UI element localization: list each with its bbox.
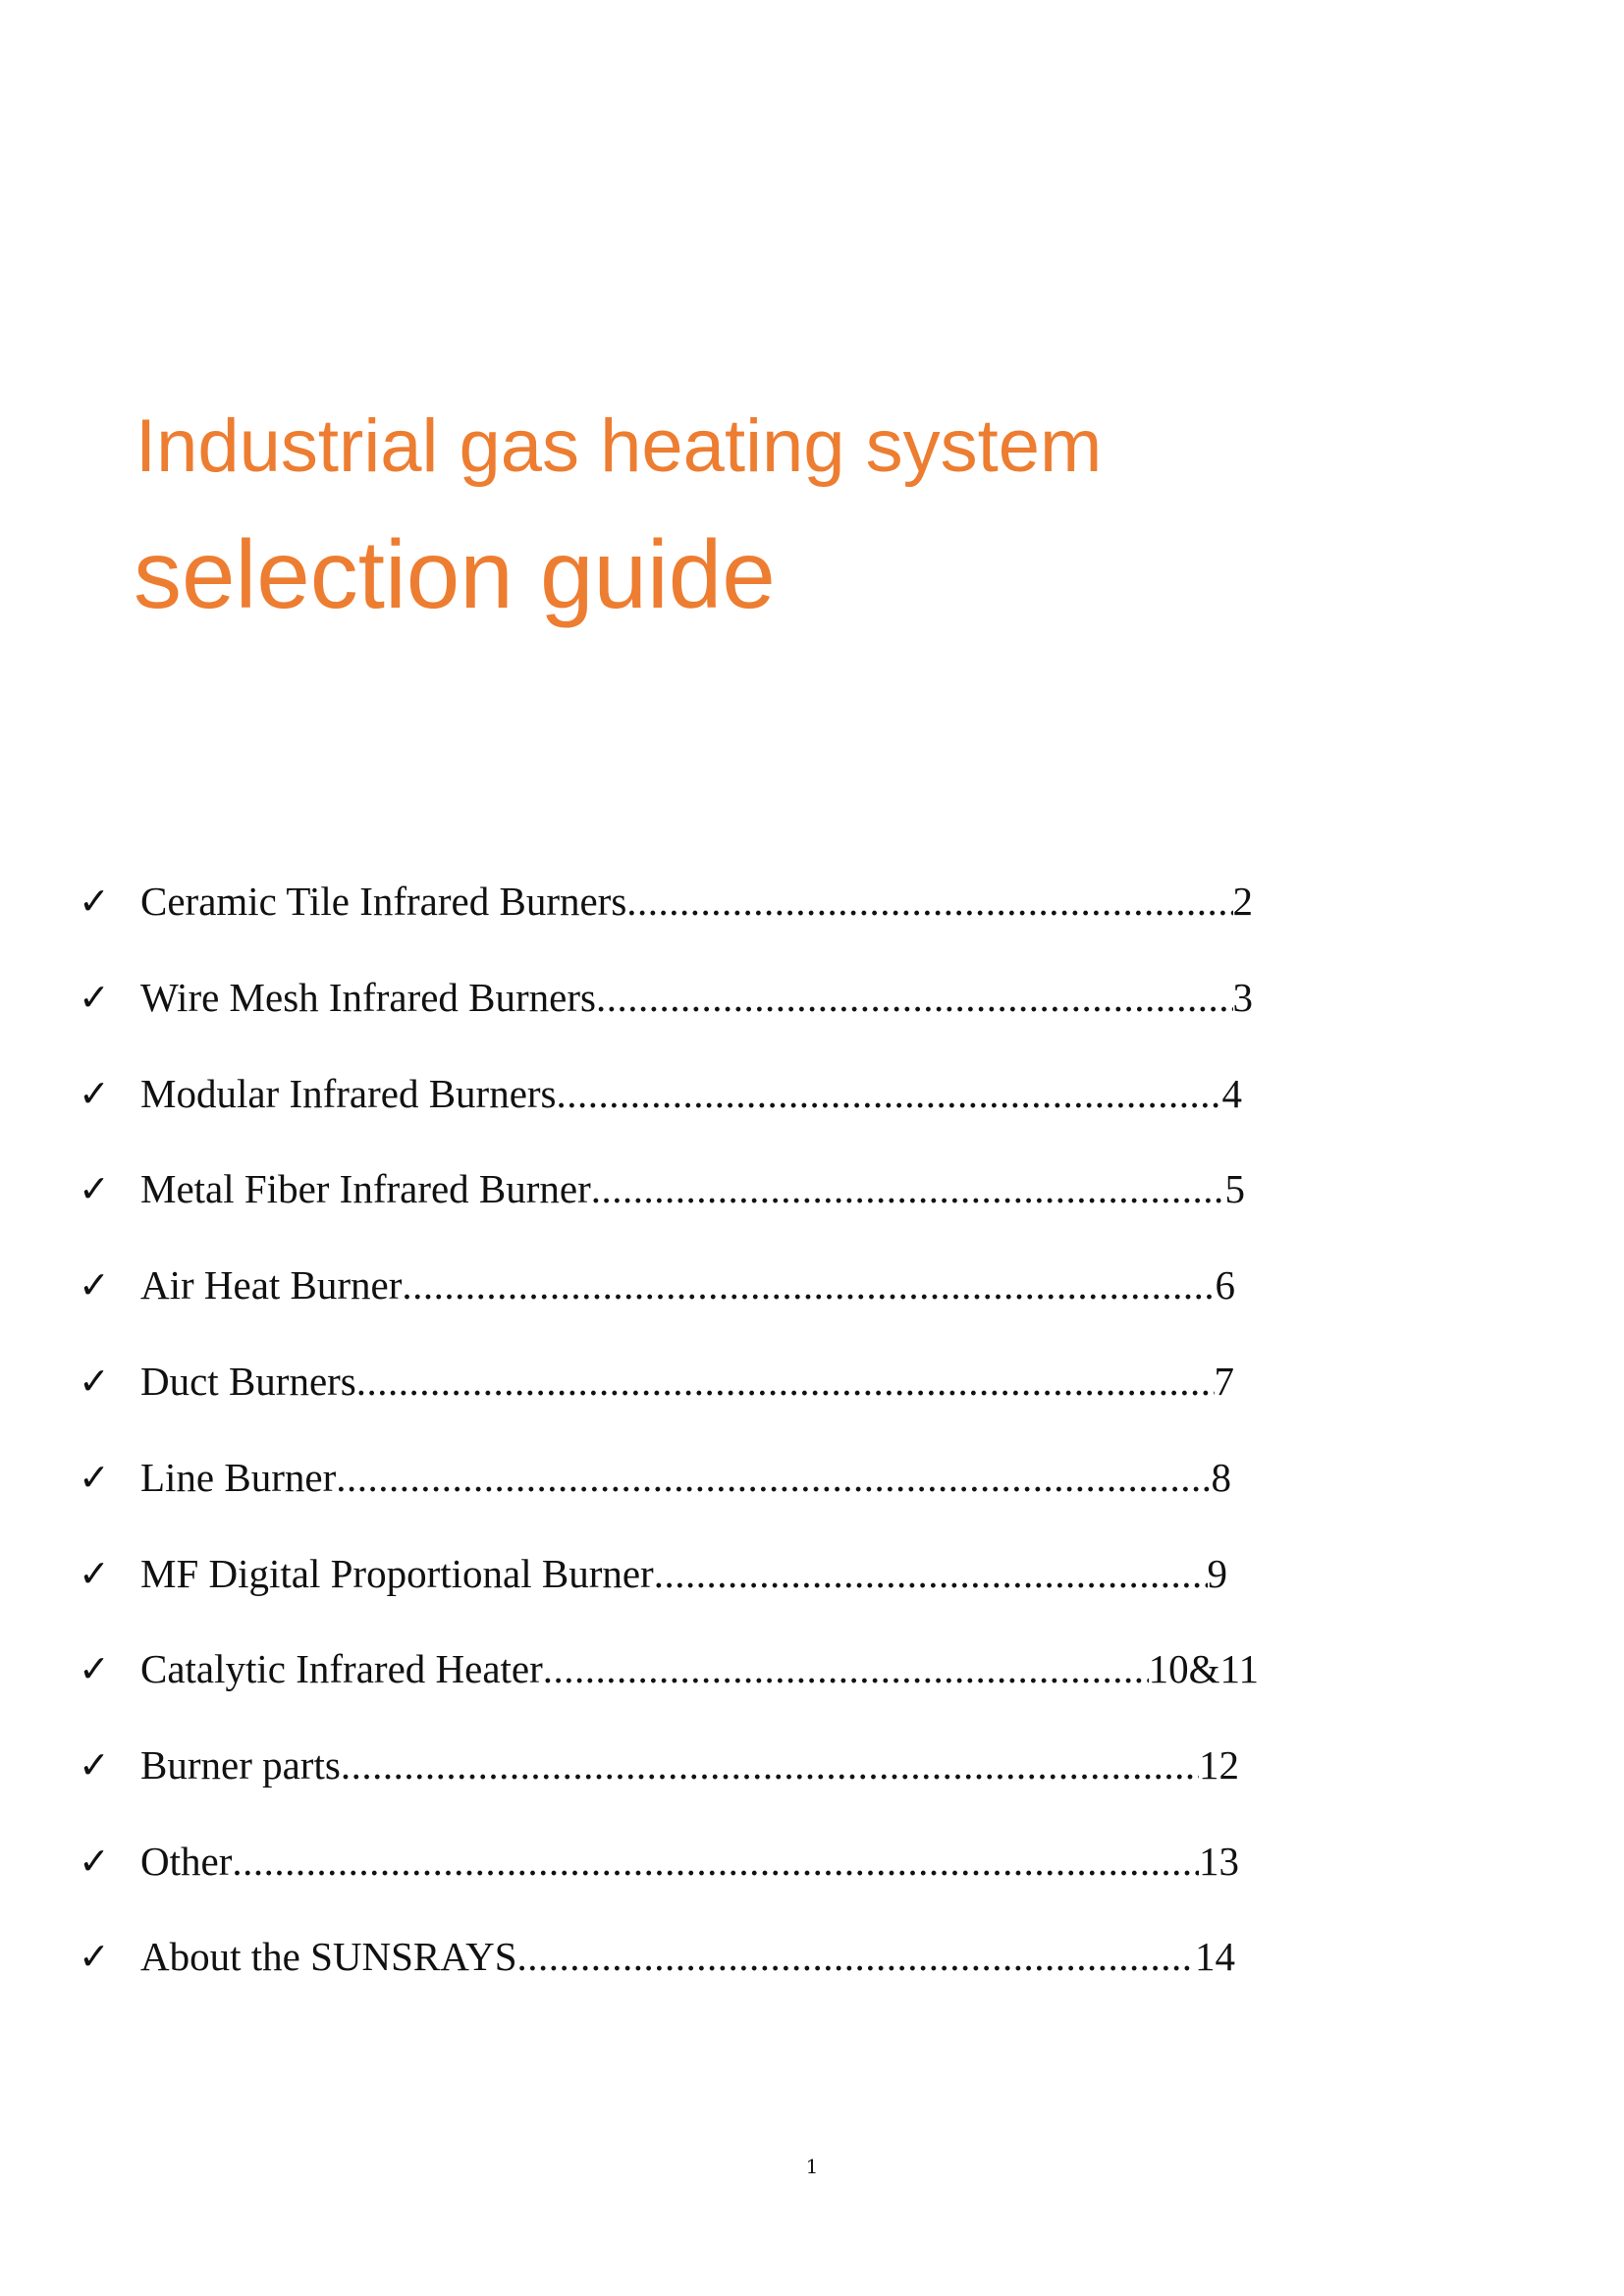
toc-item-page: 14 (1195, 1934, 1235, 1979)
checkmark-icon: ✓ (79, 1647, 110, 1690)
toc-item-page: 2 (1232, 879, 1253, 924)
toc-item-label: Duct Burners (140, 1359, 356, 1404)
checkmark-icon: ✓ (79, 880, 110, 923)
toc-leader-dots (336, 1448, 1211, 1507)
toc-item-label: Other (140, 1839, 233, 1884)
toc-item-label: Burner parts (140, 1742, 341, 1788)
checkmark-icon: ✓ (79, 1552, 110, 1595)
page-number: 1 (805, 2155, 819, 2178)
toc-leader-dots (517, 1927, 1195, 1986)
toc-item-page: 13 (1199, 1839, 1239, 1884)
checkmark-icon: ✓ (79, 1840, 110, 1883)
toc-leader-dots (591, 1159, 1225, 1218)
toc-leader-dots (557, 1064, 1222, 1123)
title-line-2: selection guide (134, 520, 776, 628)
checkmark-icon: ✓ (79, 1360, 110, 1403)
toc-item-page: 12 (1199, 1742, 1239, 1788)
toc-item-page: 3 (1232, 975, 1253, 1020)
checkmark-icon: ✓ (79, 1935, 110, 1978)
checkmark-icon: ✓ (79, 1263, 110, 1307)
title-line-1: Industrial gas heating system (135, 404, 1103, 488)
toc-item-page: 4 (1221, 1071, 1242, 1116)
toc-item-page: 7 (1214, 1359, 1234, 1404)
toc-leader-dots (356, 1352, 1215, 1411)
toc-leader-dots (596, 968, 1233, 1027)
checkmark-icon: ✓ (79, 976, 110, 1019)
checkmark-icon: ✓ (79, 1167, 110, 1210)
toc-item-page: 6 (1215, 1262, 1235, 1308)
checkmark-icon: ✓ (79, 1743, 110, 1787)
toc-item-label: About the SUNSRAYS (140, 1934, 517, 1979)
toc-leader-dots (654, 1544, 1208, 1603)
toc-leader-dots (543, 1639, 1149, 1698)
toc-item-label: Wire Mesh Infrared Burners (140, 975, 596, 1020)
toc-item-label: Air Heat Burner (140, 1262, 403, 1308)
toc-item-page: 10&11 (1148, 1646, 1259, 1691)
toc-item-label: MF Digital Proportional Burner (140, 1551, 654, 1596)
toc-leader-dots (402, 1255, 1215, 1314)
toc-item-page: 9 (1207, 1551, 1227, 1596)
toc-item-label: Modular Infrared Burners (140, 1071, 557, 1116)
toc-leader-dots (341, 1735, 1199, 1794)
toc-item-label: Catalytic Infrared Heater (140, 1646, 543, 1691)
toc-item-page: 8 (1211, 1455, 1231, 1500)
toc-item-label: Ceramic Tile Infrared Burners (140, 879, 627, 924)
toc-item-label: Line Burner (140, 1455, 337, 1500)
checkmark-icon: ✓ (79, 1072, 110, 1115)
toc-item-page: 5 (1224, 1166, 1245, 1211)
toc-leader-dots (232, 1832, 1199, 1891)
checkmark-icon: ✓ (79, 1456, 110, 1499)
toc-item-label: Metal Fiber Infrared Burner (140, 1166, 591, 1211)
toc-leader-dots (626, 872, 1232, 931)
